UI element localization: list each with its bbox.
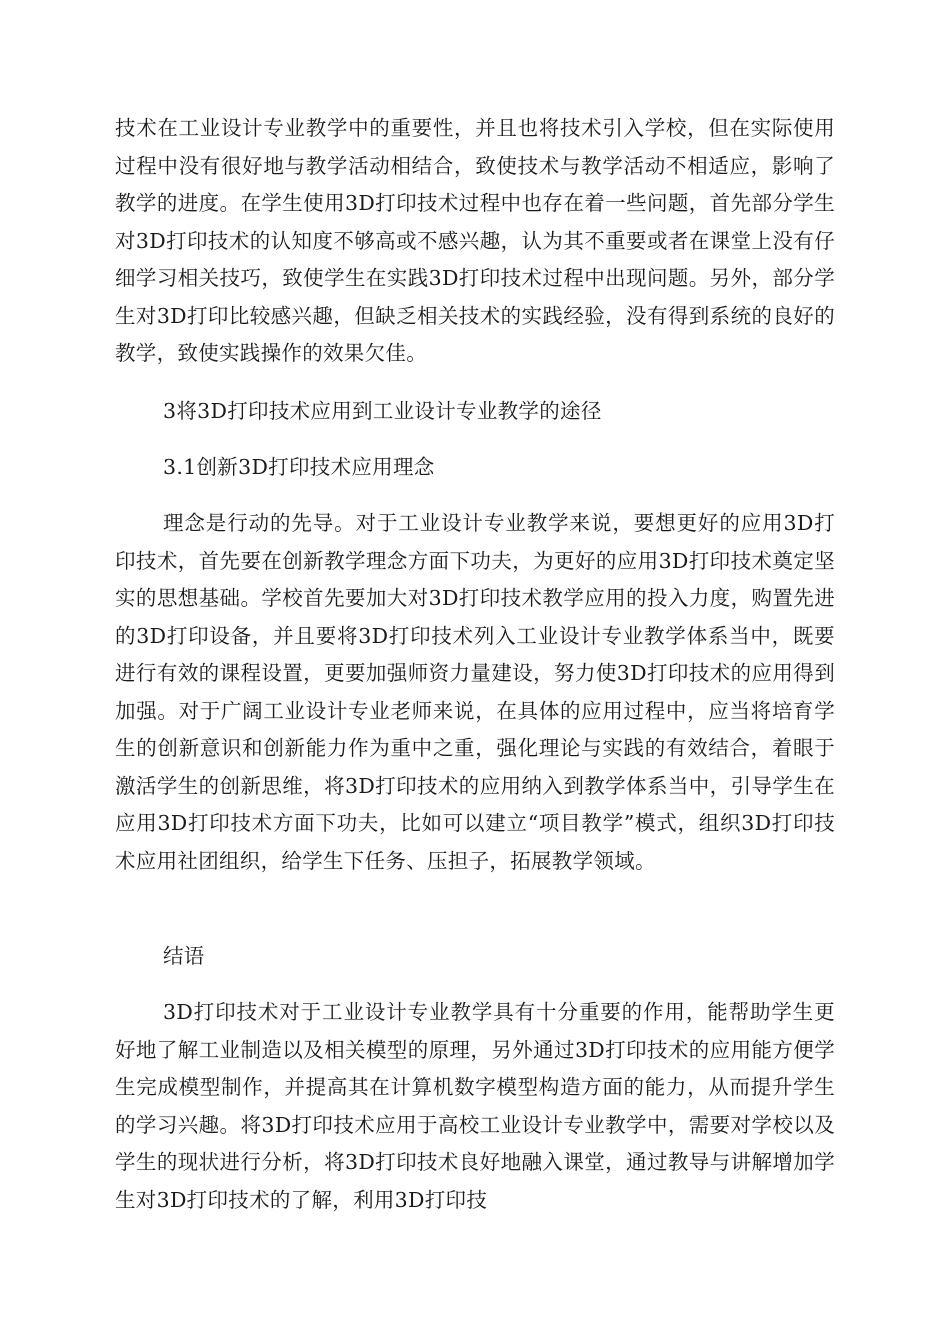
body-paragraph-concept: 理念是行动的先导。对于工业设计专业教学来说，要想更好的应用3D打印技术，首先要在创新教学理念方面下功夫，为更好的应用3D打印技术奠定坚实的思想基础。学校首先要加大对3D打印技术教学应用的投入力度，购置先进的3D打印设备，并且要将3D打印技术列入工业设计专业教学体系当中，既要进行有效的课程设置，更要加强师资力量建设，努力使3D打印技术的应用得到加强。对于广阔工业设计专业老师来说，在具体的应用过程中，应当将培育学生的创新意识和创新能力作为重中之重，强化理论与实践的有效结合，着眼于激活学生的创新思维，将3D打印技术的应用纳入到教学体系当中，引导学生在应用3D打印技术方面下功夫，比如可以建立“项目教学”模式，组织3D打印技术应用社团组织，给学生下任务、压担子，拓展教学领域。 <box>115 511 835 873</box>
subsection-heading: 3.1创新3D打印技术应用理念 <box>163 455 435 479</box>
conclusion-heading: 结语 <box>163 944 205 968</box>
section-heading: 3将3D打印技术应用到工业设计专业教学的途径 <box>163 399 602 423</box>
body-paragraph-conclusion: 3D打印技术对于工业设计专业教学具有十分重要的作用，能帮助学生更好地了解工业制造以及相关模型的原理，另外通过3D打印技术的应用能方便学生完成模型制作，并提高其在计算机数字模型构造方面的能力，从而提升学生的学习兴趣。将3D打印技术应用于高校工业设计专业教学中，需要对学校以及学生的现状进行分析，将3D打印技术良好地融入课堂，通过教导与讲解增加学生对3D打印技术的了解，利用3D打印技 <box>115 1000 835 1212</box>
body-paragraph-continued: 技术在工业设计专业教学中的重要性，并且也将技术引入学校，但在实际使用过程中没有很好地与教学活动相结合，致使技术与教学活动不相适应，影响了教学的进度。在学生使用3D打印技术过程中也存在着一些问题，首先部分学生对3D打印技术的认知度不够高或不感兴趣，认为其不重要或者在课堂上没有仔细学习相关技巧，致使学生在实践3D打印技术过程中出现问题。另外，部分学生对3D打印比较感兴趣，但缺乏相关技术的实践经验，没有得到系统的良好的教学，致使实践操作的效果欠佳。 <box>115 116 835 365</box>
